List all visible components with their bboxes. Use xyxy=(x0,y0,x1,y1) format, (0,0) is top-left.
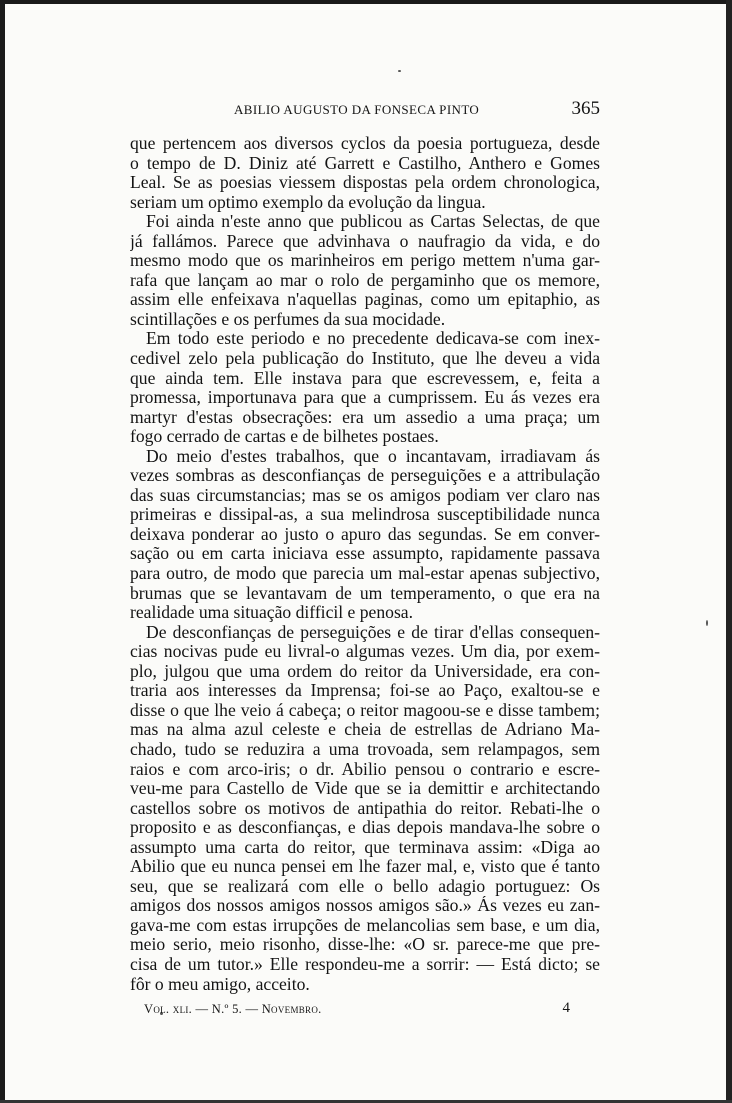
signature-number: 4 xyxy=(562,1000,570,1017)
text-line: amigos dos nossos amigos nossos amigos são.» Ás vezes eu zan- xyxy=(130,896,600,916)
text-line: Leal. Se as poesias viessem dispostas pela ordem chronologica, xyxy=(130,173,600,193)
scan-border-left xyxy=(0,0,5,1103)
scan-border-right xyxy=(726,0,732,1103)
page-footer xyxy=(130,1000,600,1020)
text-line: já fallámos. Parece que advinhava o naufragio da vida, e do xyxy=(130,231,600,251)
book-page xyxy=(130,100,600,1020)
scan-speck xyxy=(398,70,401,72)
text-line: sação ou em carta iniciava esse assumpto, rapidamente passava xyxy=(130,544,600,564)
text-line: mesmo modo que os marinheiros em perigo mettem n'uma gar- xyxy=(130,251,600,271)
scan-border-top xyxy=(0,0,732,4)
scan-speck xyxy=(706,620,708,626)
text-line: Do meio d'estes trabalhos, que o incantavam, irradiavam ás xyxy=(146,446,600,466)
text-line: primeiras e dissipal-as, a sua melindrosa susceptibilidade nunca xyxy=(130,505,600,525)
text-line: vezes sombras as desconfianças de perseguições e a attribulação xyxy=(130,466,600,486)
text-line: De desconfianças de perseguições e de tirar d'ellas consequen- xyxy=(146,622,600,642)
text-line: mas na alma azul celeste e cheia de estrellas de Adriano Ma- xyxy=(130,720,600,740)
text-line: Abilio que eu nunca pensei em lhe fazer mal, e, visto que é tanto xyxy=(130,857,600,877)
text-line: castellos sobre os motivos de antipathia do reitor. Rebati-lhe o xyxy=(130,798,600,818)
text-line: veu-me para Castello de Vide que se ia demittir e architectando xyxy=(130,779,600,799)
text-line: proposito e as desconfianças, e dias depois mandava-lhe sobre o xyxy=(130,818,600,838)
text-line: scintillações e os perfumes da sua mocidade. xyxy=(130,309,446,329)
text-line: realidade uma situação difficil e penosa. xyxy=(130,603,414,623)
text-line: Foi ainda n'este anno que publicou as Cartas Selectas, de que xyxy=(146,212,600,232)
text-line: assumpto uma carta do reitor, que terminava assim: «Diga ao xyxy=(130,837,600,857)
running-title: ABILIO AUGUSTO DA FONSECA PINTO xyxy=(234,102,480,117)
text-line: traria aos interesses da Imprensa; foi-se ao Paço, exaltou-se e xyxy=(130,681,600,701)
text-line: raios e com arco-iris; o dr. Abilio pensou o contrario e escre- xyxy=(130,759,600,779)
text-line: seu, que se realizará com elle o bello adagio portuguez: Os xyxy=(130,876,600,896)
text-line: seriam um optimo exemplo da evolução da lingua. xyxy=(130,192,486,212)
text-line: meio serio, meio risonho, disse-lhe: «O sr. parece-me que pre- xyxy=(130,935,600,955)
text-line: cedivel zelo pela publicação do Instituto, que lhe deveu a vida xyxy=(130,349,600,369)
text-line: Em todo este periodo e no precedente dedicava-se com inex- xyxy=(146,329,600,349)
text-line: rafa que lançam ao mar o rolo de pergaminho que os memore, xyxy=(130,270,600,290)
text-line: disse o que lhe veio á cabeça; o reitor magoou-se e disse tambem; xyxy=(130,700,600,720)
text-line: que pertencem aos diversos cyclos da poesia portugueza, desde xyxy=(130,134,600,153)
text-line: brumas que se levantavam de um temperamento, o que era na xyxy=(130,583,600,603)
text-line: cias nocivas pude eu livral-o algumas vezes. Um dia, por exem- xyxy=(130,642,600,662)
text-line: martyr d'estas obsecrações: era um assedio a uma praça; um xyxy=(130,407,600,427)
text-line: gava-me com estas irrupções de melancolias sem base, e um dia, xyxy=(130,915,600,935)
text-line: cisa de um tutor.» Elle respondeu-me a sorrir: — Está dicto; se xyxy=(130,954,600,974)
page-number: 365 xyxy=(571,98,600,119)
text-line: para outro, de modo que parecia um mal-estar apenas subjectivo, xyxy=(130,564,600,584)
text-line: deixava ponderar ao justo o apuro das segundas. Se em conver- xyxy=(130,524,600,544)
text-line: assim elle enfeixava n'aquellas paginas, como um epitaphio, as xyxy=(130,290,600,310)
body-text xyxy=(130,134,600,994)
text-line: chado, tudo se reduzira a uma trovoada, sem relampagos, sem xyxy=(130,739,600,759)
text-line: plo, julgou que uma ordem do reitor da Universidade, era con- xyxy=(130,661,600,681)
text-line: fôr o meu amigo, acceito. xyxy=(130,974,310,994)
text-line: das suas circumstancias; mas se os amigos podiam ver claro nas xyxy=(130,485,600,505)
text-line: fogo cerrado de cartas e de bilhetes postaes. xyxy=(130,427,439,447)
page-header xyxy=(130,100,600,122)
volume-signature: Vol. xli. — N.º 5. — Novembro. xyxy=(144,1002,322,1017)
text-line: promessa, importunava para que a cumprissem. Eu ás vezes era xyxy=(130,388,600,408)
text-line: que ainda tem. Elle instava para que escrevessem, e, feita a xyxy=(130,368,600,388)
text-line: o tempo de D. Diniz até Garrett e Castilho, Anthero e Gomes xyxy=(130,153,600,173)
